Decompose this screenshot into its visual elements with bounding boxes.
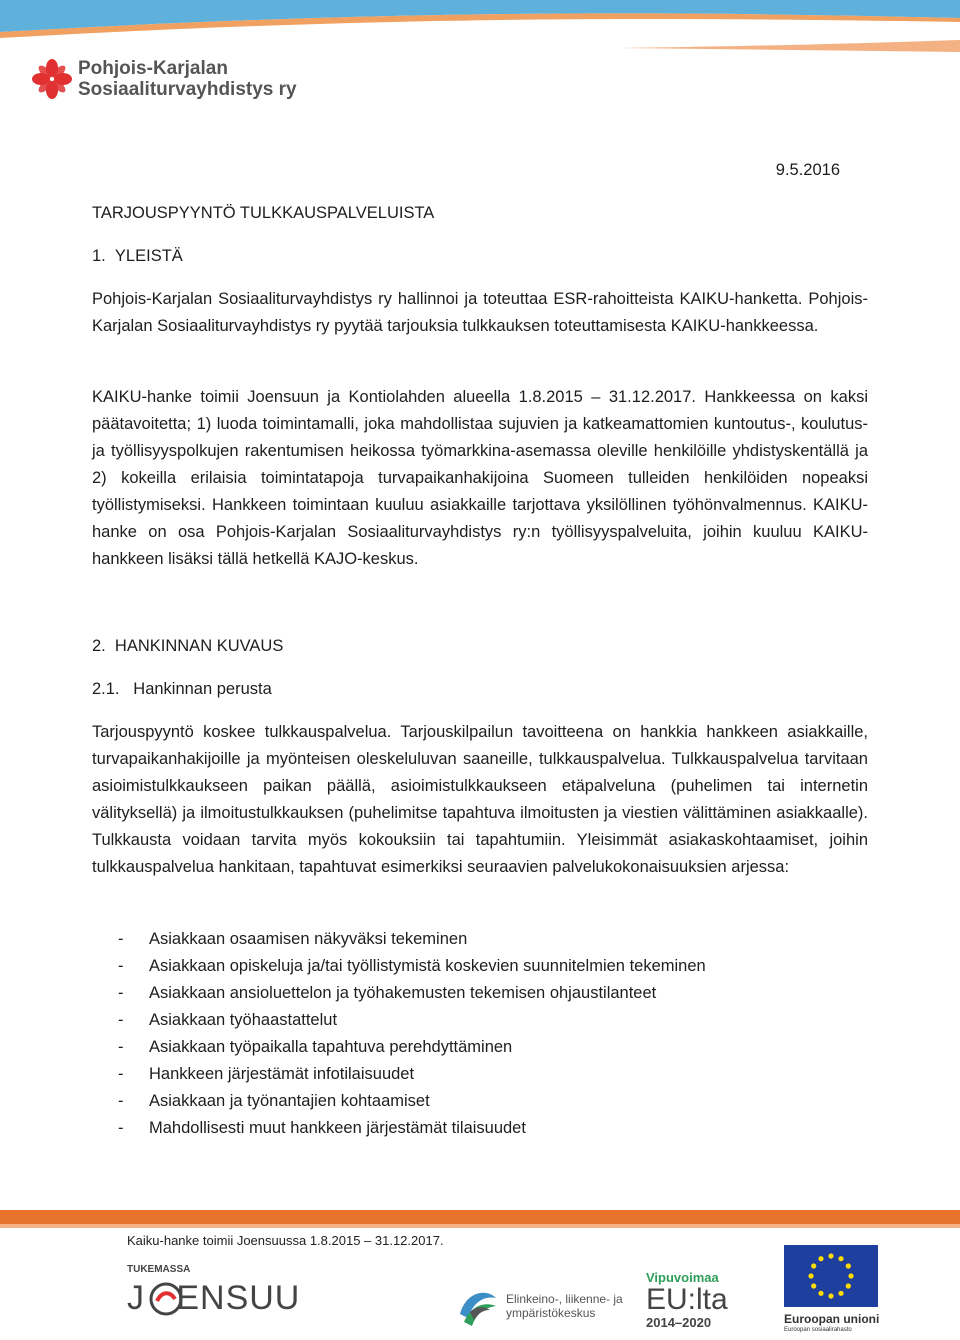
org-name-line1: Pohjois-Karjalan — [78, 58, 228, 79]
list-item — [118, 926, 706, 953]
document-title: TARJOUSPYYNTÖ TULKKAUSPALVELUISTA — [92, 204, 435, 222]
vipuvoimaa-tagline: Vipuvoimaa — [646, 1270, 719, 1285]
paragraph-project-description: KAIKU-hanke toimii Joensuun ja Kontiolahden alueella 1.8.2015 – 31.12.2017. Hankkeessa on kaksi päätavoitetta; 1) luoda toimintamalli, joka mahdollistaa sujuvien ja katkeamattomien kuntoutus-, koulutus- ja työllisyyspolkujen rakentumisen heikossa työmarkkina-asemassa oleville henkilöille yhdistyskentällä ja 2) kokeilla erilaisia toimintatapoja turvapaikanhakijoina Suomeen tulleiden henkilöiden nopeaksi työllistymiseksi. Hankkeen toimintaan kuuluu asiakkaille tarjottava yksilöllinen työhönvalmennus. KAIKU-hanke on osa Pohjois-Karjalan Sosiaaliturvayhdistys ry:n työllisyyspalveluita, joihin kuuluu KAIKU-hankkeen lisäksi tällä hetkellä KAJO-keskus. — [92, 388, 868, 568]
joensuu-logo — [127, 1264, 301, 1321]
ely-emblem-icon — [456, 1284, 500, 1328]
bullet-marker: - — [118, 984, 124, 1002]
document-date: 9.5.2016 — [775, 161, 840, 179]
bullet-marker: - — [118, 1119, 124, 1137]
eu-flag-logo — [784, 1245, 880, 1334]
list-item — [118, 980, 706, 1007]
bullet-marker: - — [118, 1092, 124, 1110]
esf-logo-text: Euroopan sosiaalirahasto — [784, 1327, 852, 1333]
vipuvoimaa-eu-logo — [646, 1270, 746, 1330]
paragraph-procurement-basis: Tarjouspyyntö koskee tulkkauspalvelua. Tarjouskilpailun tavoitteena on hankkia hankkeen asiakkaille, turvapaikanhakijoille ja myönteisen oleskeluluvan saaneille, tulkkauspalvelua. Tulkkauspalvelua tarvitaan asioimistulkkaukseen paikan päällä, asioimistulkkaukseen etäpalveluna (puhelimen tai internetin välityksellä) ja ilmoitustulkkauksen (puhelimitse tapahtuva ilmoitusten ja viestien välittäminen asiakkaalle). Tulkkausta voidaan tarvita myös kokouksiin tai tapahtumiin. Yleisimmät asiakaskohtaamiset, joihin tulkkauspalvelua hankitaan, tapahtuvat esimerkiksi seuraavien palvelukokonaisuuksien arjessa: — [92, 723, 868, 876]
list-item-text: Mahdollisesti muut hankkeen järjestämät tilaisuudet — [149, 1119, 526, 1137]
bullet-marker: - — [118, 1065, 124, 1083]
eu-lta-wordmark: EU:lta — [646, 1283, 728, 1316]
subsection-heading-basis: 2.1. Hankinnan perusta — [92, 680, 272, 698]
programme-period: 2014–2020 — [646, 1315, 712, 1330]
list-item — [118, 1034, 706, 1061]
list-item — [118, 1088, 706, 1115]
footer-bar-accent — [0, 1224, 960, 1228]
list-item-text: Asiakkaan ja työnantajien kohtaamiset — [149, 1092, 430, 1110]
bullet-marker: - — [118, 957, 124, 975]
list-item-text: Asiakkaan työhaastattelut — [149, 1011, 338, 1029]
list-item — [118, 1007, 706, 1034]
eu-logo-text: Euroopan unioni — [784, 1312, 880, 1326]
ely-logo-text — [506, 1292, 623, 1320]
list-item — [118, 1115, 706, 1142]
list-item-text: Asiakkaan opiskeluja ja/tai työllistymistä koskevien suunnitelmien tekeminen — [149, 957, 706, 975]
bullet-marker: - — [118, 1038, 124, 1056]
organization-logo — [32, 58, 297, 100]
joensuu-logo-tagline: TUKEMASSA — [127, 1264, 191, 1275]
ely-centre-logo — [456, 1284, 623, 1328]
bullet-marker: - — [118, 930, 124, 948]
joensuu-logo-wordmark: J ENSUU — [127, 1279, 301, 1317]
list-item-text: Hankkeen järjestämät infotilaisuudet — [149, 1065, 415, 1083]
ely-logo-line1: Elinkeino-, liikenne- ja — [506, 1292, 623, 1306]
cross-flower-icon — [32, 59, 72, 99]
joensuu-emblem-icon — [149, 1281, 183, 1317]
eu-flag-icon — [784, 1245, 878, 1307]
list-item — [118, 1061, 706, 1088]
ely-logo-line2: ympäristökeskus — [506, 1306, 596, 1320]
org-name-line2: Sosiaaliturvayhdistys ry — [78, 79, 297, 100]
footer-bar — [0, 1210, 960, 1224]
footer-note: Kaiku-hanke toimii Joensuussa 1.8.2015 – 31.12.2017. — [127, 1233, 444, 1248]
service-list — [118, 926, 706, 1142]
organization-name — [78, 58, 297, 100]
section-heading-procurement: 2. HANKINNAN KUVAUS — [92, 637, 284, 655]
list-item-text: Asiakkaan ansioluettelon ja työhakemusten tekemisen ohjaustilanteet — [149, 984, 657, 1002]
header-wave-decoration — [0, 0, 960, 60]
list-item-text: Asiakkaan osaamisen näkyväksi tekeminen — [149, 930, 468, 948]
bullet-marker: - — [118, 1011, 124, 1029]
section-heading-general: 1. YLEISTÄ — [92, 247, 183, 265]
list-item-text: Asiakkaan työpaikalla tapahtuva perehdyttäminen — [149, 1038, 513, 1056]
list-item — [118, 953, 706, 980]
paragraph-intro: Pohjois-Karjalan Sosiaaliturvayhdistys ry hallinnoi ja toteuttaa ESR-rahoitteista KAIKU-hanketta. Pohjois-Karjalan Sosiaaliturvayhdistys ry pyytää tarjouksia tulkkauksen toteuttamisesta KAIKU-hankkeessa. — [92, 290, 868, 335]
